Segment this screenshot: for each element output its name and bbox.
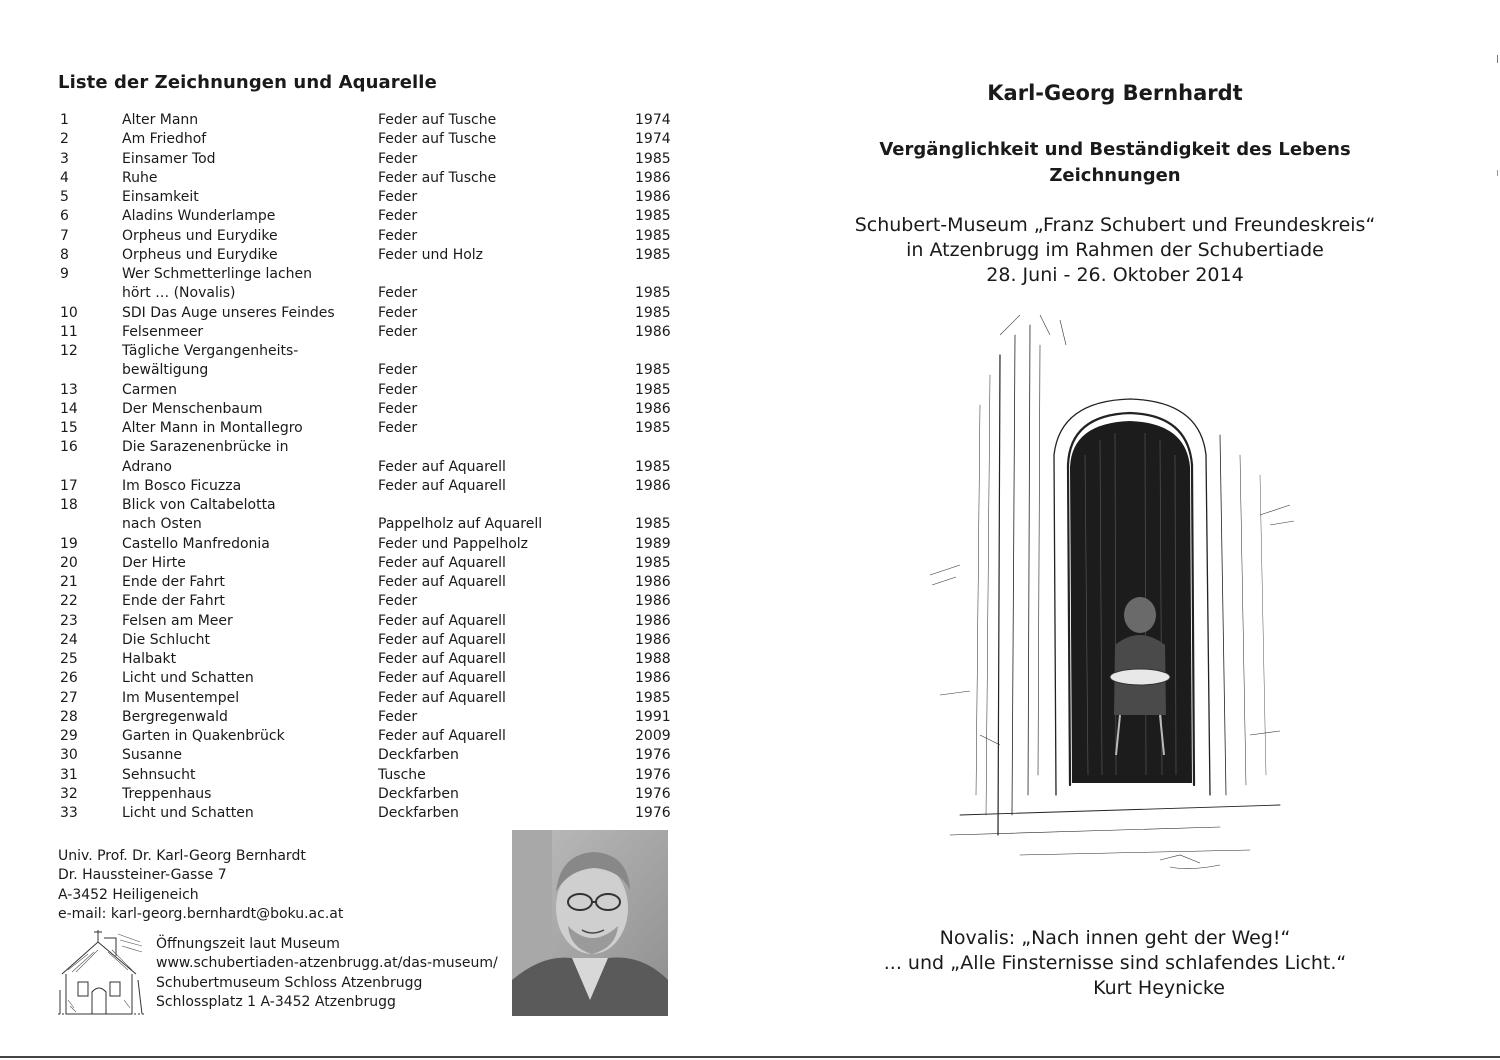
work-technique: Feder auf Aquarell <box>378 631 506 648</box>
work-technique: Feder <box>378 323 418 340</box>
work-number: 4 <box>60 169 69 186</box>
work-title: Wer Schmetterlinge lachen <box>122 266 313 282</box>
work-row <box>58 515 698 534</box>
work-number: 27 <box>60 689 78 706</box>
work-title: Bergregenwald <box>122 708 228 725</box>
work-number: 23 <box>60 612 78 629</box>
quote-line1: Novalis: „Nach innen geht der Weg!“ <box>939 927 1291 949</box>
work-technique: Feder <box>378 400 418 417</box>
work-technique: Feder und Pappelholz <box>378 535 529 552</box>
work-row <box>58 650 698 669</box>
museum-block <box>58 930 508 1020</box>
work-year: 1985 <box>635 554 671 571</box>
work-number: 24 <box>60 631 78 648</box>
work-row <box>58 438 698 457</box>
exhibition-info <box>835 78 1395 288</box>
work-row <box>58 766 698 785</box>
work-number: 33 <box>60 805 78 821</box>
museum-url[interactable]: www.schubertiaden-atzenbrugg.at/das-museum/ <box>156 955 498 972</box>
work-number: 3 <box>60 150 69 167</box>
work-number: 25 <box>60 651 78 667</box>
work-number: 13 <box>60 381 78 398</box>
work-row <box>58 169 698 188</box>
contact-block <box>58 847 343 924</box>
work-title: Der Hirte <box>122 554 186 571</box>
contact-city: A-3452 Heiligeneich <box>58 886 199 903</box>
venue-info <box>835 213 1395 288</box>
work-technique: Feder auf Aquarell <box>378 477 506 494</box>
work-row <box>58 323 698 342</box>
work-number: 10 <box>60 304 78 321</box>
work-number: 14 <box>60 400 78 417</box>
work-row <box>58 304 698 323</box>
work-row <box>58 554 698 573</box>
work-technique: Feder <box>378 208 418 225</box>
work-title: Im Musentempel <box>122 689 240 706</box>
work-row <box>58 689 698 708</box>
work-row <box>58 130 698 149</box>
work-title: Einsamer Tod <box>122 150 216 167</box>
scan-edge-mark-2 <box>1497 170 1498 176</box>
work-number: 9 <box>60 266 69 282</box>
museum-name: Schubertmuseum Schloss Atzenbrugg <box>156 974 423 991</box>
work-row <box>58 342 698 361</box>
work-technique: Feder <box>378 362 418 379</box>
work-technique: Feder auf Aquarell <box>378 612 506 629</box>
work-year: 1986 <box>635 400 671 417</box>
work-title: Im Bosco Ficuzza <box>122 477 242 494</box>
work-title: Ende der Fahrt <box>122 574 225 590</box>
work-year: 1985 <box>635 458 671 475</box>
work-title: Die Schlucht <box>122 631 211 648</box>
work-row <box>58 361 698 380</box>
work-row <box>58 612 698 631</box>
work-technique: Feder <box>378 381 418 398</box>
work-year: 1986 <box>635 631 671 648</box>
work-year: 1991 <box>635 708 671 725</box>
work-title: Alter Mann in Montallegro <box>122 420 303 436</box>
artist-portrait <box>512 830 668 1016</box>
work-year: 1976 <box>635 766 671 783</box>
work-row <box>58 727 698 746</box>
work-year: 1985 <box>635 150 671 167</box>
work-title: Am Friedhof <box>122 131 207 148</box>
work-row <box>58 535 698 554</box>
work-title: hört … (Novalis) <box>122 285 236 302</box>
work-title: Ende der Fahrt <box>122 593 225 610</box>
work-row <box>58 804 698 823</box>
work-title: Adrano <box>122 458 172 475</box>
work-number: 17 <box>60 477 78 494</box>
quote-block <box>835 926 1395 1001</box>
work-row <box>58 227 698 246</box>
work-row <box>58 631 698 650</box>
work-number: 16 <box>60 439 78 456</box>
work-year: 1986 <box>635 574 671 590</box>
work-title: Susanne <box>122 747 182 764</box>
works-list-section <box>58 72 698 823</box>
work-technique: Feder und Holz <box>378 246 484 263</box>
work-year: 1986 <box>635 169 671 186</box>
work-year: 1976 <box>635 785 671 802</box>
work-row <box>58 207 698 226</box>
exhibition-title-line1: Vergänglichkeit und Beständigkeit des Lebens <box>879 139 1351 160</box>
contact-name: Univ. Prof. Dr. Karl-Georg Bernhardt <box>58 848 306 864</box>
work-technique: Deckfarben <box>378 747 459 764</box>
work-number: 11 <box>60 323 78 340</box>
work-row <box>58 496 698 515</box>
work-row <box>58 669 698 688</box>
work-title: Orpheus und Eurydike <box>122 246 278 263</box>
work-title: Treppenhaus <box>122 785 212 802</box>
work-number: 15 <box>60 420 78 436</box>
work-year: 1985 <box>635 362 671 379</box>
work-row <box>58 150 698 169</box>
work-year: 1985 <box>635 689 671 706</box>
work-number: 28 <box>60 708 78 725</box>
work-technique: Feder <box>378 420 418 436</box>
work-year: 1985 <box>635 285 671 302</box>
museum-hours: Öffnungszeit laut Museum <box>156 936 340 952</box>
work-number: 6 <box>60 208 69 225</box>
work-title: nach Osten <box>122 516 202 533</box>
exhibition-title-line2: Zeichnungen <box>1049 165 1181 186</box>
work-year: 1989 <box>635 535 671 552</box>
work-year: 1986 <box>635 189 671 205</box>
work-technique: Feder <box>378 227 418 244</box>
work-title: Licht und Schatten <box>122 670 254 687</box>
work-year: 1986 <box>635 593 671 610</box>
ink-drawing-doorway <box>920 315 1310 890</box>
work-title: Ruhe <box>122 169 158 186</box>
work-row <box>58 708 698 727</box>
work-technique: Feder auf Aquarell <box>378 574 506 590</box>
venue-line2: in Atzenbrugg im Rahmen der Schubertiade <box>906 239 1324 261</box>
work-row <box>58 458 698 477</box>
work-title: Castello Manfredonia <box>122 535 270 552</box>
contact-street: Dr. Haussteiner-Gasse 7 <box>58 867 227 884</box>
work-technique: Feder <box>378 285 418 302</box>
bottom-rule <box>0 1056 1500 1058</box>
list-title: Liste der Zeichnungen und Aquarelle <box>58 72 437 93</box>
work-title: Aladins Wunderlampe <box>122 208 276 225</box>
work-technique: Feder <box>378 189 418 205</box>
work-title: Der Menschenbaum <box>122 400 263 417</box>
work-row <box>58 573 698 592</box>
work-title: Licht und Schatten <box>122 805 254 821</box>
work-technique: Feder <box>378 708 418 725</box>
work-year: 1986 <box>635 323 671 340</box>
work-title: Einsamkeit <box>122 189 199 205</box>
work-year: 1976 <box>635 805 671 821</box>
work-technique: Feder auf Aquarell <box>378 458 506 475</box>
work-title: Alter Mann <box>122 112 199 128</box>
work-technique: Feder <box>378 593 418 610</box>
work-number: 19 <box>60 535 78 552</box>
work-row <box>58 592 698 611</box>
work-title: Felsen am Meer <box>122 612 233 629</box>
work-number: 21 <box>60 574 78 590</box>
work-row <box>58 246 698 265</box>
work-year: 1986 <box>635 612 671 629</box>
work-technique: Feder auf Tusche <box>378 112 497 128</box>
work-technique: Feder <box>378 150 418 167</box>
contact-email: e-mail: karl-georg.bernhardt@boku.ac.at <box>58 905 344 922</box>
work-year: 1985 <box>635 208 671 225</box>
work-year: 1986 <box>635 670 671 687</box>
work-title: bewältigung <box>122 362 209 379</box>
work-year: 1985 <box>635 304 671 321</box>
work-number: 2 <box>60 131 69 148</box>
work-year: 2009 <box>635 728 671 744</box>
work-title: Felsenmeer <box>122 323 204 340</box>
work-row <box>58 381 698 400</box>
work-number: 1 <box>60 112 69 128</box>
venue-line1: Schubert-Museum „Franz Schubert und Freundeskreis“ <box>854 214 1376 236</box>
work-year: 1985 <box>635 516 671 533</box>
exhibition-dates: 28. Juni - 26. Oktober 2014 <box>986 264 1244 286</box>
work-title: Sehnsucht <box>122 766 196 783</box>
work-title: Die Sarazenenbrücke in <box>122 439 289 456</box>
work-number: 7 <box>60 227 69 244</box>
work-number: 26 <box>60 670 78 687</box>
quote-author: Kurt Heynicke <box>1093 977 1225 999</box>
work-row <box>58 284 698 303</box>
work-title: Blick von Caltabelotta <box>122 497 276 513</box>
work-year: 1985 <box>635 246 671 263</box>
work-row <box>58 188 698 207</box>
work-technique: Deckfarben <box>378 805 459 821</box>
work-year: 1976 <box>635 747 671 764</box>
work-technique: Feder auf Aquarell <box>378 554 506 571</box>
work-title: Orpheus und Eurydike <box>122 227 278 244</box>
work-year: 1974 <box>635 131 671 148</box>
work-technique: Feder auf Aquarell <box>378 651 506 667</box>
scan-edge-mark <box>1497 55 1498 63</box>
work-row <box>58 111 698 130</box>
work-number: 5 <box>60 189 69 205</box>
work-number: 8 <box>60 246 69 263</box>
work-technique: Deckfarben <box>378 785 459 802</box>
work-title: SDI Das Auge unseres Feindes <box>122 304 335 321</box>
exhibition-title <box>835 137 1395 189</box>
quote-line2: ... und „Alle Finsternisse sind schlafendes Licht.“ <box>883 952 1347 974</box>
work-technique: Feder <box>378 304 418 321</box>
work-number: 30 <box>60 747 78 764</box>
work-title: Garten in Quakenbrück <box>122 728 285 744</box>
work-number: 20 <box>60 554 78 571</box>
work-year: 1988 <box>635 651 671 667</box>
work-number: 31 <box>60 766 78 783</box>
museum-text <box>156 935 498 1012</box>
work-row <box>58 400 698 419</box>
work-number: 32 <box>60 785 78 802</box>
work-technique: Tusche <box>378 766 426 783</box>
museum-address: Schlossplatz 1 A-3452 Atzenbrugg <box>156 993 396 1010</box>
work-year: 1974 <box>635 112 671 128</box>
work-technique: Feder auf Aquarell <box>378 689 506 706</box>
works-list <box>58 111 698 823</box>
work-row <box>58 785 698 804</box>
museum-house-icon <box>58 930 144 1018</box>
artist-name: Karl-Georg Bernhardt <box>987 81 1243 105</box>
work-technique: Feder auf Tusche <box>378 169 497 186</box>
work-title: Carmen <box>122 381 177 398</box>
work-number: 12 <box>60 343 78 359</box>
work-year: 1985 <box>635 381 671 398</box>
work-year: 1985 <box>635 227 671 244</box>
work-row <box>58 477 698 496</box>
work-number: 18 <box>60 497 78 513</box>
work-technique: Feder auf Aquarell <box>378 670 506 687</box>
work-title: Halbakt <box>122 651 177 667</box>
work-number: 22 <box>60 593 78 610</box>
work-technique: Feder auf Aquarell <box>378 728 506 744</box>
work-row <box>58 265 698 284</box>
work-year: 1986 <box>635 477 671 494</box>
work-technique: Feder auf Tusche <box>378 131 497 148</box>
work-row <box>58 746 698 765</box>
work-row <box>58 419 698 438</box>
work-year: 1985 <box>635 420 671 436</box>
work-title: Tägliche Vergangenheits- <box>122 343 299 359</box>
work-technique: Pappelholz auf Aquarell <box>378 516 543 533</box>
work-number: 29 <box>60 728 78 744</box>
